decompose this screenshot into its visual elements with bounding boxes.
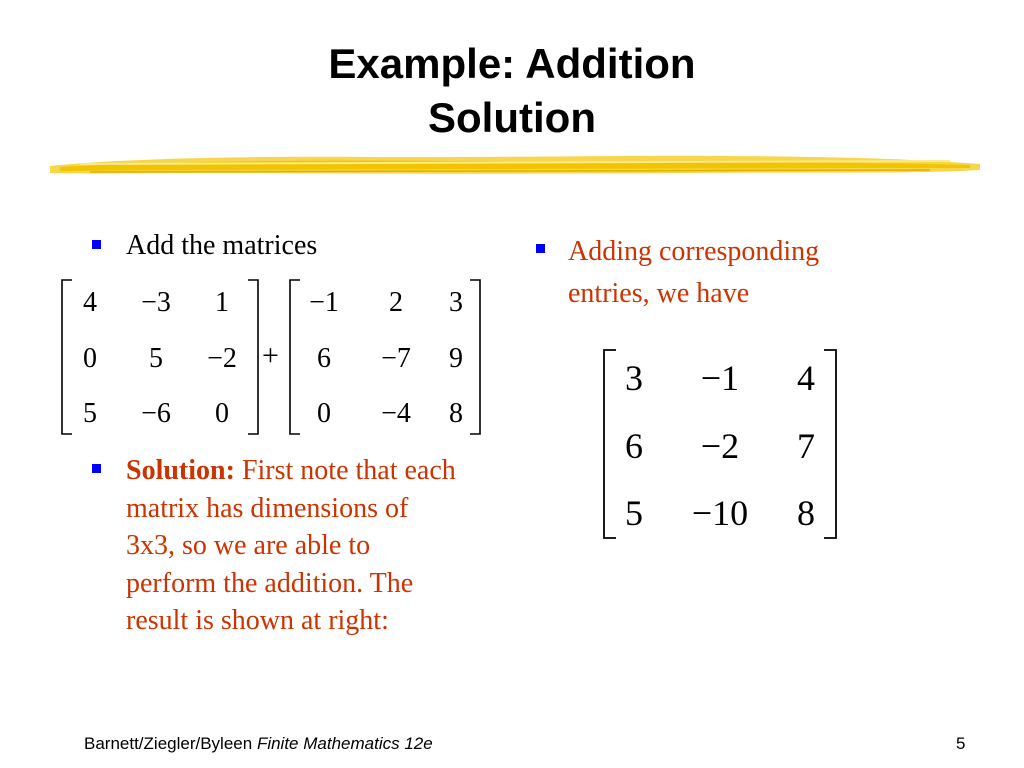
matrix-a-cell: 0 — [215, 398, 229, 429]
slide-title-line-2: Solution — [428, 94, 596, 141]
matrix-b — [286, 276, 484, 438]
matrix-a-cell: 5 — [149, 343, 163, 374]
title-underline-brushstroke — [50, 148, 980, 182]
bullet-marker — [92, 240, 101, 249]
solution-text-line: 3x3, so we are able to — [126, 530, 371, 561]
matrix-a-cell: −2 — [207, 343, 237, 374]
matrix-b-cell: −7 — [381, 343, 411, 374]
matrix-b-cell: −4 — [381, 398, 411, 429]
result-matrix-cell: 4 — [797, 358, 815, 398]
page-number: 5 — [956, 734, 966, 753]
result-matrix-cell: 7 — [797, 426, 815, 466]
solution-label: Solution: — [126, 455, 235, 486]
result-matrix-cell: −10 — [691, 493, 749, 533]
bullet-marker — [536, 244, 545, 253]
matrix-b-cell: 8 — [449, 398, 463, 429]
matrix-b-cell: 2 — [389, 287, 403, 318]
solution-text-line: result is shown at right: — [126, 605, 389, 636]
bullet-add-the-matrices: Add the matrices — [126, 230, 318, 261]
footer-authors: Barnett/Ziegler/Byleen — [84, 734, 253, 753]
matrix-b-cell: 9 — [449, 343, 463, 374]
matrix-a-cell: 5 — [83, 398, 97, 429]
bullet-solution — [126, 452, 546, 640]
footer-citation — [84, 734, 433, 754]
bullet-adding-entries — [568, 231, 898, 315]
matrix-a — [58, 276, 262, 438]
matrix-b-cell: 0 — [317, 398, 331, 429]
slide-title-line-1: Example: Addition — [328, 40, 696, 87]
matrix-a-cell: −6 — [141, 398, 171, 429]
result-matrix-cell: 8 — [797, 493, 815, 533]
footer-book-title: Finite Mathematics 12e — [256, 734, 433, 753]
matrix-a-cell: 4 — [83, 287, 97, 318]
adding-text-line: entries, we have — [568, 278, 750, 309]
solution-text-line: First note that each — [241, 455, 456, 486]
matrix-b-cell: 3 — [449, 287, 463, 318]
matrix-a-cell: −3 — [141, 287, 171, 318]
result-matrix-cell: 3 — [625, 358, 643, 398]
matrix-b-cell: −1 — [309, 287, 339, 318]
matrix-a-cell: 1 — [215, 287, 229, 318]
result-matrix-cell: 5 — [625, 493, 643, 533]
matrix-a-cell: 0 — [83, 343, 97, 374]
solution-text-line: matrix has dimensions of — [126, 492, 409, 524]
bullet-marker — [92, 464, 101, 473]
plus-sign: + — [262, 339, 279, 372]
adding-text-line: Adding corresponding — [568, 236, 820, 267]
result-matrix-cell: −1 — [700, 358, 740, 398]
result-matrix-cell: 6 — [625, 426, 643, 466]
solution-text-line: perform the addition. The — [126, 567, 414, 599]
result-matrix-cell: −2 — [700, 426, 740, 466]
result-matrix — [600, 346, 840, 542]
matrix-b-cell: 6 — [317, 343, 331, 374]
